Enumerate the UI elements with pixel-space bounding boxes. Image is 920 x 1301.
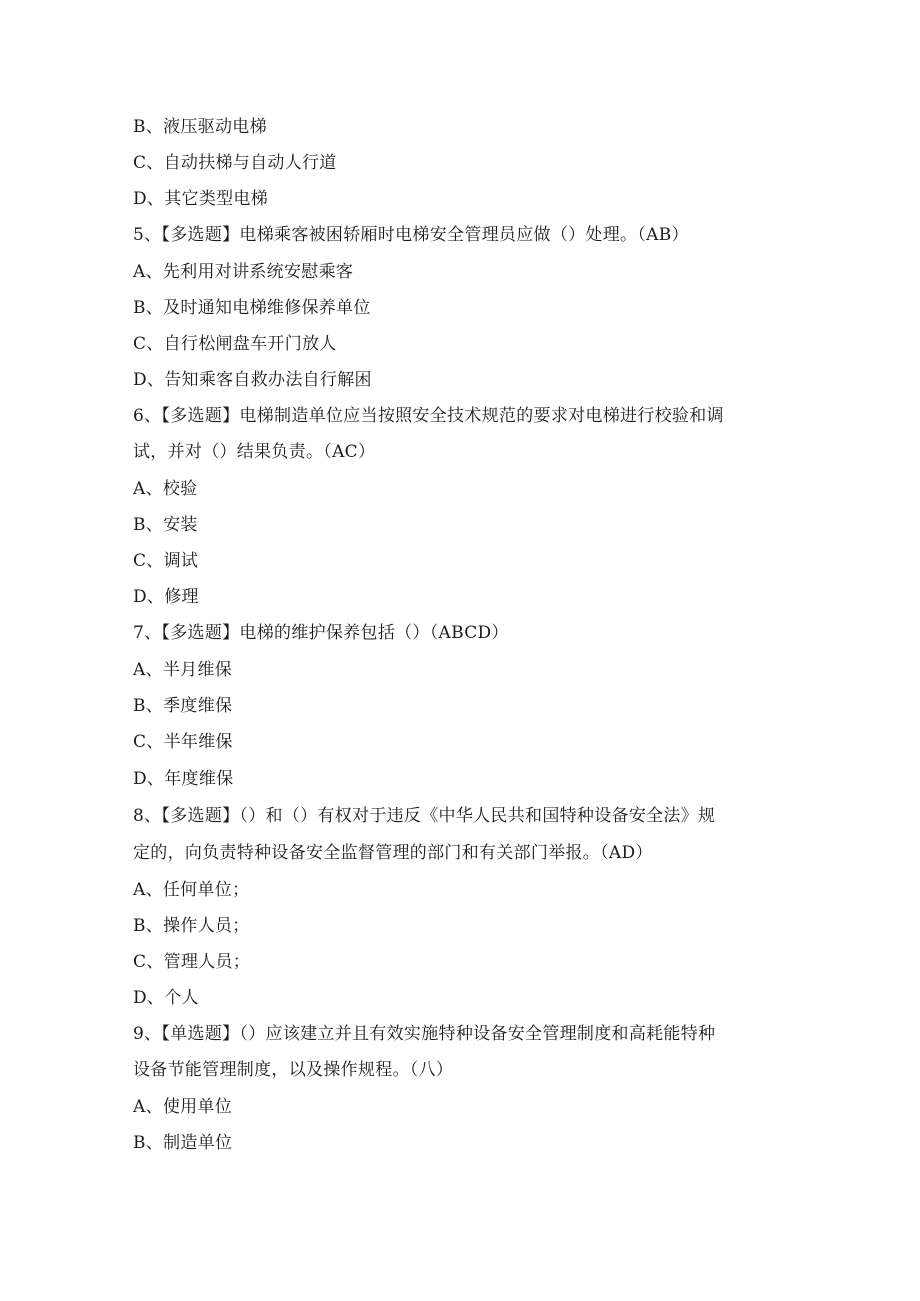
question-6: 6、【多选题】电梯制造单位应当按照安全技术规范的要求对电梯进行校验和调	[133, 406, 724, 426]
option-d-line: D、修理	[133, 587, 199, 607]
option-b-line: B、液压驱动电梯	[133, 117, 267, 137]
option-c-line: C、自动扶梯与自动人行道	[133, 153, 337, 173]
option-a-line: A、校验	[133, 479, 198, 499]
option-d-line: D、个人	[133, 988, 199, 1008]
option-d-line: D、其它类型电梯	[133, 189, 269, 209]
option-c-line: C、半年维保	[133, 732, 233, 752]
question-6-continuation: 试，并对（）结果负责。（AC）	[133, 442, 376, 462]
question-9: 9、【单选题】（）应该建立并且有效实施特种设备安全管理制度和高耗能特种	[133, 1024, 716, 1044]
option-c-line: C、管理人员；	[133, 952, 251, 972]
option-b-line: B、安装	[133, 515, 198, 535]
option-a-line: A、半月维保	[133, 660, 233, 680]
option-b-line: B、制造单位	[133, 1133, 233, 1153]
question-8: 8、【多选题】（）和（）有权对于违反《中华人民共和国特种设备安全法》规	[133, 806, 716, 826]
option-a-line: A、任何单位；	[133, 880, 250, 900]
option-b-line: B、操作人员；	[133, 916, 250, 936]
option-c-line: C、自行松闸盘车开门放人	[133, 334, 337, 354]
option-b-line: B、季度维保	[133, 696, 233, 716]
option-a-line: A、使用单位	[133, 1097, 233, 1117]
option-a-line: A、先利用对讲系统安慰乘客	[133, 262, 354, 282]
question-8-continuation: 定的，向负责特种设备安全监督管理的部门和有关部门举报。（AD）	[133, 843, 653, 863]
option-d-line: D、年度维保	[133, 769, 234, 789]
question-9-continuation: 设备节能管理制度，以及操作规程。（八）	[133, 1060, 454, 1080]
question-7: 7、【多选题】电梯的维护保养包括（）（ABCD）	[133, 623, 509, 643]
option-b-line: B、及时通知电梯维修保养单位	[133, 298, 371, 318]
question-5: 5、【多选题】电梯乘客被困轿厢时电梯安全管理员应做（）处理。（AB）	[133, 225, 689, 245]
option-c-line: C、调试	[133, 551, 199, 571]
option-d-line: D、告知乘客自救办法自行解困	[133, 370, 372, 390]
